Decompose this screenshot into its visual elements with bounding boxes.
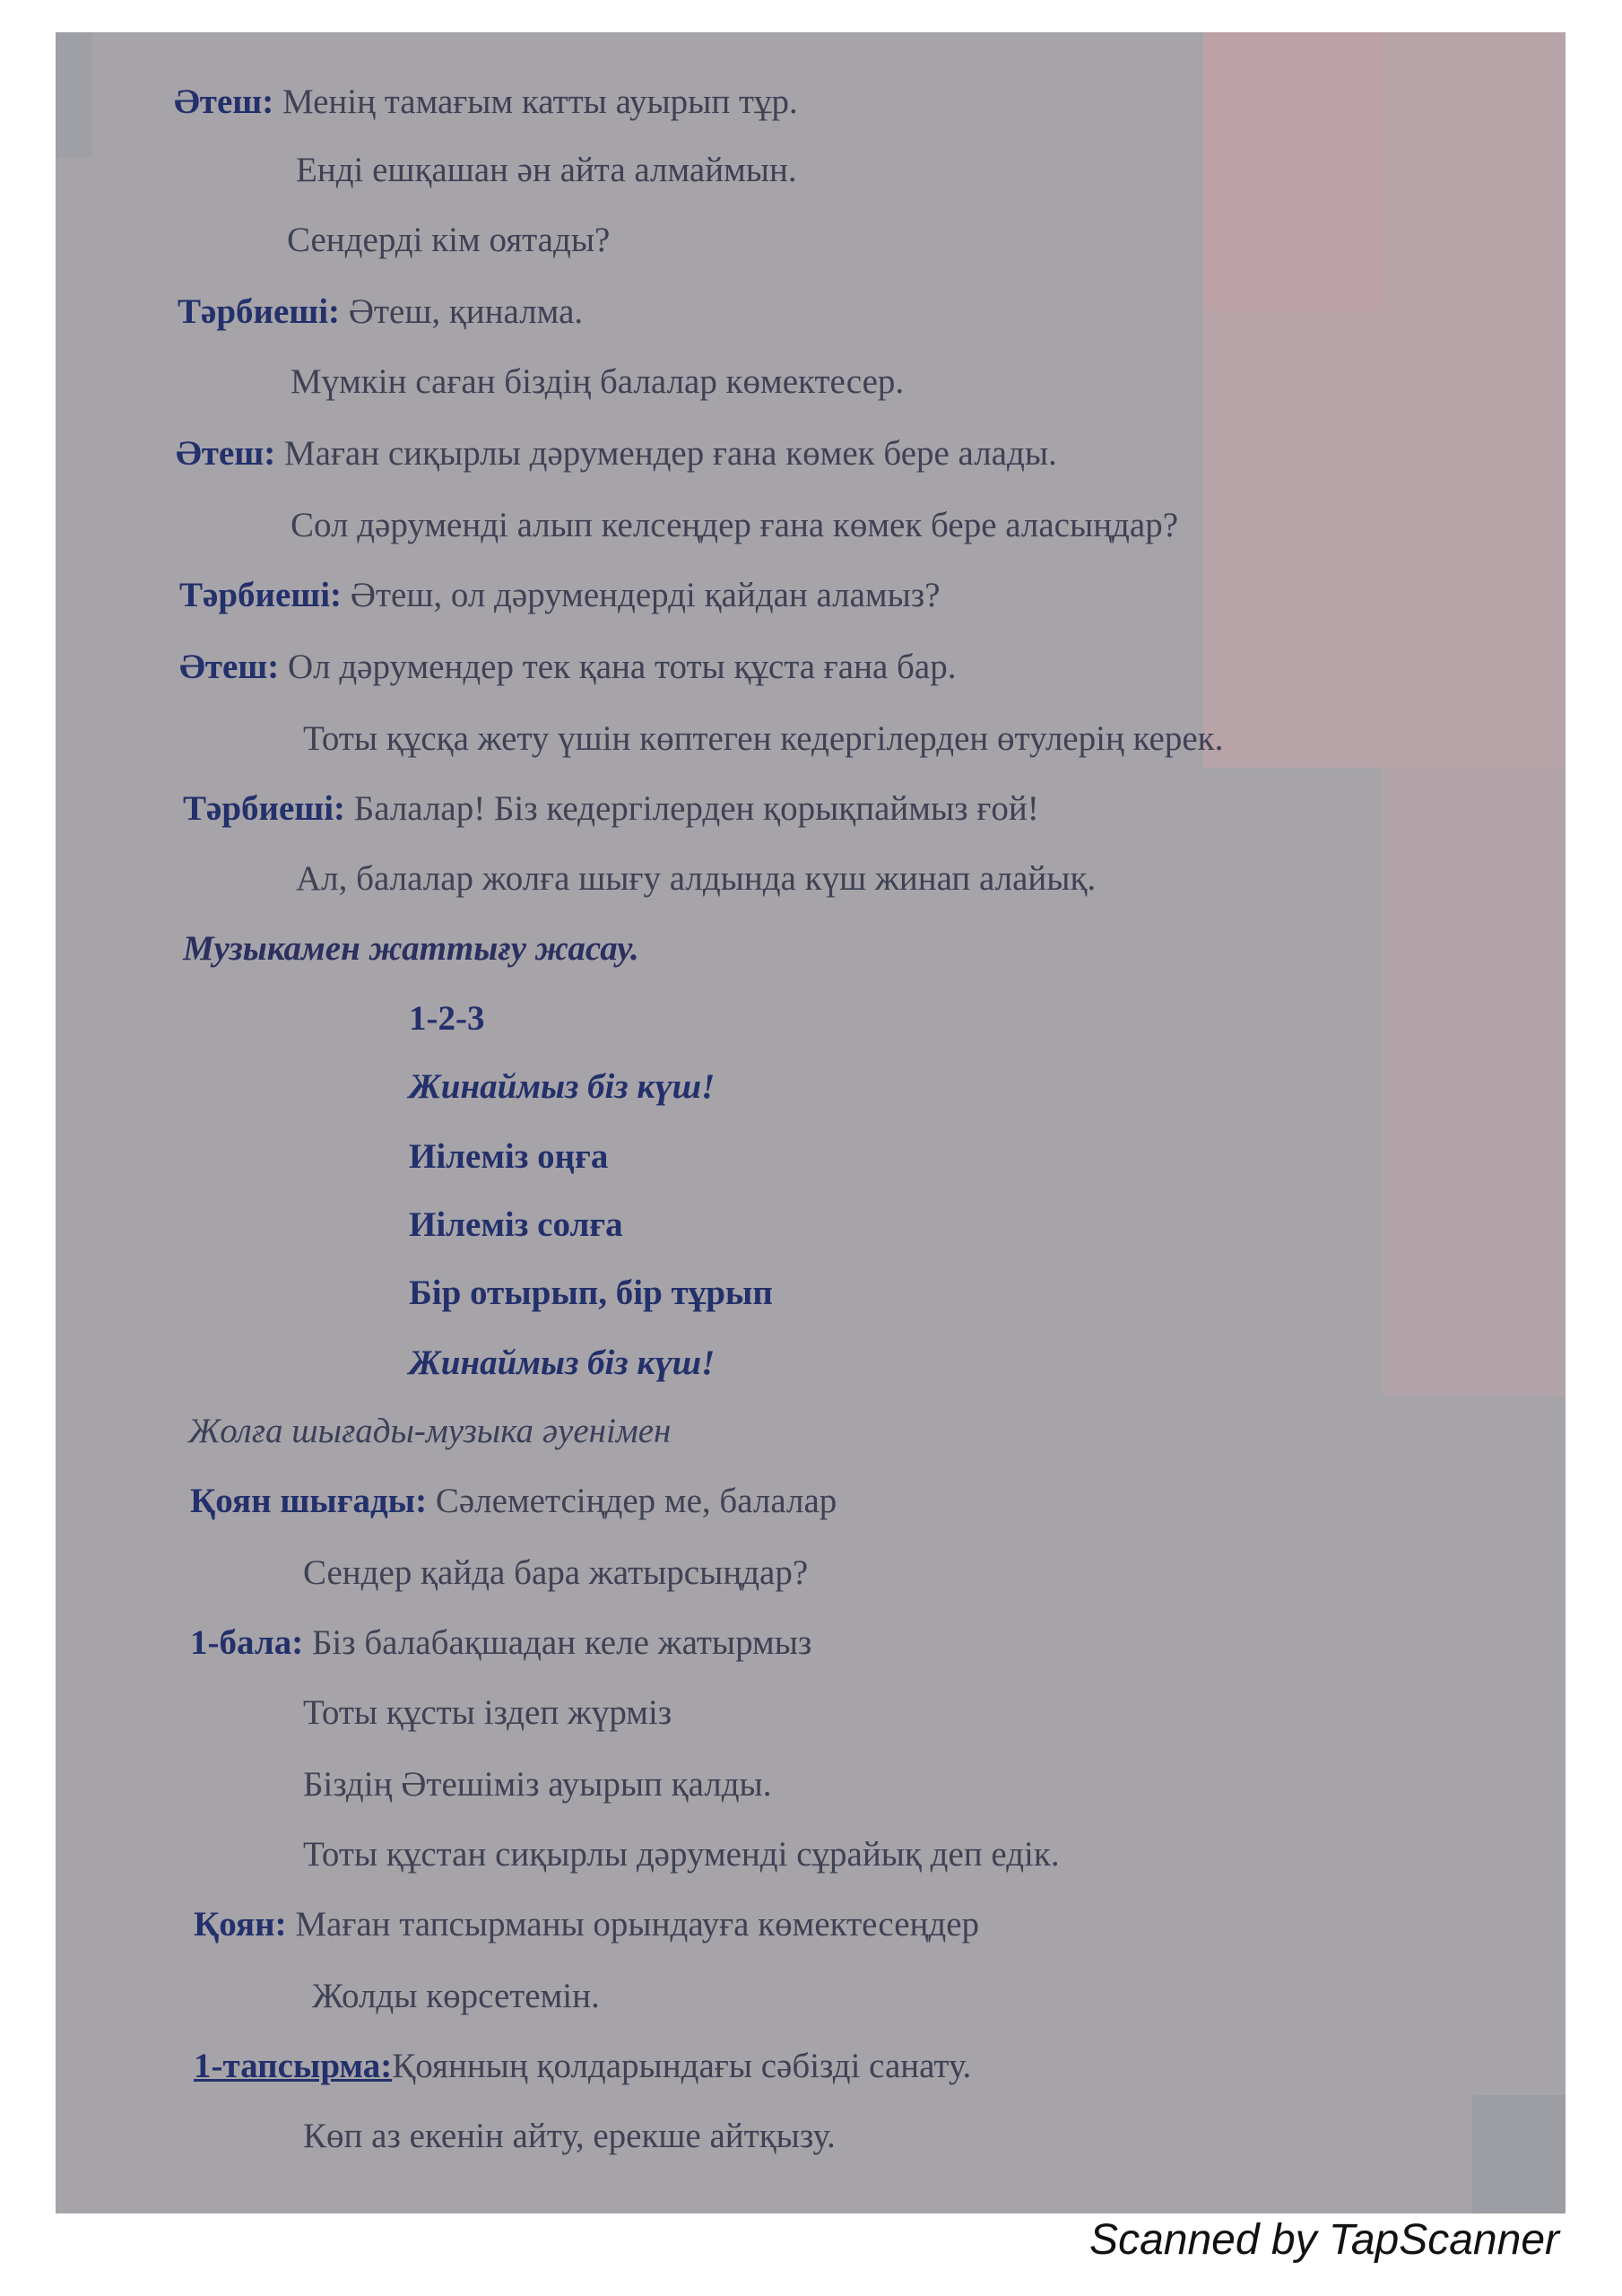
line-text: Тоты құсқа жету үшін көптеген кедергілерден өтулерің керек. [303,719,1224,758]
script-line [179,574,941,617]
script-line [303,1833,1060,1876]
chant-line: Жинаймыз біз күш! [409,1344,716,1382]
line-text: Қоянның қолдарындағы сәбізді санату. [392,2047,972,2085]
line-text: Біздің Әтешіміз ауырып қалды. [303,1765,772,1804]
line-text: Сол дәруменді алып келсеңдер ғана көмек бере аласыңдар? [291,506,1179,544]
scanned-page [56,32,1566,2213]
script-line [303,1552,808,1595]
script-line [296,149,797,192]
line-text: Сәлеметсіңдер ме, балалар [427,1482,837,1520]
line-text: Енді ешқашан ән айта алмаймын. [296,151,797,189]
line-text: Жолды көрсетемін. [312,1977,600,2015]
script-line [303,1692,672,1735]
script-text [56,32,1566,2213]
script-line [190,1480,837,1523]
line-text: Әтеш, қиналма. [340,292,584,331]
speaker-label: 1-бала: [190,1623,304,1662]
chant-line: 1-2-3 [409,999,485,1038]
chant-line: Иілеміз солға [409,1205,623,1244]
chant-line: Иілеміз оңға [409,1137,609,1176]
line-text: Мүмкін саған біздің балалар көмектесер. [291,362,905,401]
speaker-label: Тәрбиеші: [178,292,341,331]
line-text: Тоты құстан сиқырлы дәруменді сұрайық деп едік. [303,1835,1060,1874]
chant-line: Жинаймыз біз күш! [409,1067,716,1106]
speaker-label: Тәрбиеші: [179,576,343,614]
line-text: Біз балабақшадан келе жатырмыз [303,1623,812,1662]
speaker-label: Тәрбиеші: [183,789,346,828]
line-text: Ал, балалар жолға шығу алдында күш жинап алайық. [296,859,1097,898]
script-line [312,1975,600,2018]
line-text: Ол дәрумендер тек қана тоты құста ғана бар. [279,648,957,686]
speaker-label: Әтеш: [179,648,280,686]
script-line [176,432,1057,475]
script-line [194,1903,979,1946]
line-text: Сендерді кім оятады? [287,221,611,259]
speaker-label: Қоян: [194,1905,287,1944]
script-line [291,504,1178,547]
script-line [174,81,798,124]
stage-direction: Жолға шығады-музыка әуенімен [188,1412,672,1450]
line-text: Тоты құсты іздеп жүрміз [303,1693,672,1732]
script-line [183,787,1039,831]
speaker-label: Әтеш: [176,434,276,473]
script-line [194,2045,971,2088]
script-line [287,219,610,262]
script-line [303,1763,772,1806]
script-line [178,291,583,334]
line-text: Балалар! Біз кедергілерден қорықпаймыз ғой! [345,789,1039,828]
script-line [190,1622,811,1665]
speaker-label: Қоян шығады: [190,1482,428,1520]
speaker-label: Әтеш: [174,83,274,121]
exercise-heading: Музыкамен жаттығу жасау. [183,929,639,968]
line-text: Маған сиқырлы дәрумендер ғана көмек бере алады. [275,434,1057,473]
scanner-watermark: Scanned by TapScanner [1089,2216,1559,2264]
script-line [291,361,904,404]
line-text: Сендер қайда бара жатырсыңдар? [303,1553,809,1592]
script-line [179,646,956,689]
script-line [296,857,1096,900]
task-label: 1-тапсырма: [194,2047,393,2085]
line-text: Маған тапсырманы орындауға көмектесеңдер [286,1905,980,1944]
line-text: Көп аз екенін айту, ерекше айтқызу. [303,2117,836,2155]
line-text: Менің тамағым катты ауырып тұр. [273,83,798,121]
script-line [303,2115,836,2158]
chant-line: Бір отырып, бір тұрып [409,1274,773,1312]
line-text: Әтеш, ол дәрумендерді қайдан аламыз? [342,576,941,614]
script-line [303,718,1223,761]
